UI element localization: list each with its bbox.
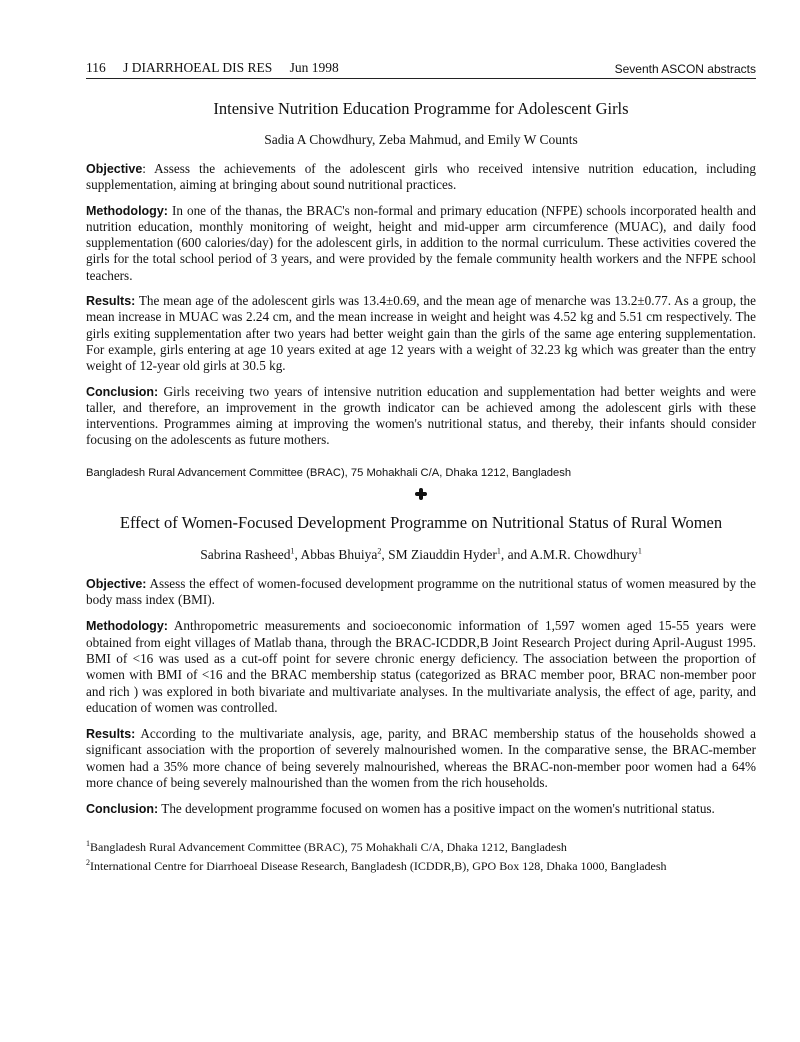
article2-title: Effect of Women-Focused Development Programme on Nutritional Status of Rural Women <box>119 512 723 532</box>
objective-label: Objective <box>86 162 143 176</box>
running-header <box>86 60 756 79</box>
journal-name: J DIARRHOEAL DIS RES <box>123 60 273 75</box>
article1-methodology <box>86 203 756 284</box>
article1-conclusion <box>86 384 756 449</box>
author-name: Sabrina Rasheed <box>200 546 291 562</box>
results-label: Results: <box>86 727 136 742</box>
footnote-mark: 1 <box>86 838 90 848</box>
footnote-1 <box>86 838 756 857</box>
journal-page <box>86 60 756 876</box>
objective-text: : Assess the achievements of the adolescent girls who received intensive nutrition education, including supplementation, aiming at bringing about sound nutritional practices. <box>86 161 756 193</box>
article2-objective <box>86 576 756 609</box>
author-name: , SM Ziauddin Hyder <box>381 546 497 562</box>
article2-authors <box>86 547 756 563</box>
author-affiliation-mark: 1 <box>290 546 295 556</box>
results-text: The mean age of the adolescent girls was 13.4±0.69, and the mean age of menarche was 13.2±0.77. As a group, the mean increase in MUAC was 2.24 cm, and the mean increase in weight and height was 4.52 kg and 5.51 cm respectively. The girls exiting supplementation after two years had better weight gain than the girls of the same age entering supplementation. For example, girls entering at age 10 years exited at age 12 years with a weight of 32.23 kg which was greater than the entry weight of 12-year old girls at 30.5 kg. <box>86 293 756 374</box>
running-header-left <box>86 60 353 76</box>
results-label: Results: <box>86 294 136 309</box>
article2-results <box>86 726 756 791</box>
article1-affiliation: Bangladesh Rural Advancement Committee (BRAC), 75 Mohakhali C/A, Dhaka 1212, Bangladesh <box>86 466 572 479</box>
issue-date: Jun 1998 <box>289 60 339 75</box>
conclusion-label: Conclusion: <box>86 384 159 399</box>
footnote-2 <box>86 857 756 876</box>
separator-ornament-icon <box>415 488 427 500</box>
results-text: According to the multivariate analysis, age, parity, and BRAC membership status of the households showed a significant association with the proportion of severely malnourished women. In the comparative sense, the BRAC-member women had a 35% more chance of being severely malnourished, whereas the BRAC-non-member poor women had a 64% more chance of being severely malnourished than the women from the rich households. <box>86 726 756 791</box>
objective-text: Assess the effect of women-focused development programme on the nutritional status of women measured by the body mass index (BMI). <box>86 575 756 608</box>
article1-results <box>86 293 756 374</box>
footnotes <box>86 838 756 876</box>
author-name: , Abbas Bhuiya <box>294 546 378 562</box>
article2-conclusion <box>86 801 756 817</box>
methodology-text: Anthropometric measurements and socioeconomic information of 1,597 women aged 15-55 years were obtained from eight villages of Matlab thana, through the BRAC-ICDDR,B Joint Research Project during April-August 1995. BMI of <16 was used as a cut-off point for severe chronic energy deficiency. The association between the proportion of women with BMI of <16 and the BRAC membership status (categorized as BRAC member poor, BRAC non-member poor and rich ) was explored in both bivariate and multivariate analyses. In the multivariate analysis, the effect of age, parity, and education of women was controlled. <box>86 618 756 715</box>
author-affiliation-mark: 1 <box>637 546 642 556</box>
conclusion-label: Conclusion: <box>86 802 159 817</box>
article2-methodology <box>86 618 756 716</box>
conclusion-text: The development programme focused on women has a positive impact on the women's nutritional status. <box>158 801 715 817</box>
methodology-label: Methodology: <box>86 203 168 218</box>
conclusion-text: Girls receiving two years of intensive nutrition education and supplementation had better weights and were taller, and therefore, an improvement in the growth indicator can be achieved among the adolescent girls with these interventions. Programmes aiming at improving the women's nutritional status, and thereby, their infants should consider focusing on the adolescents as future mothers. <box>86 383 756 448</box>
article1-title: Intensive Nutrition Education Programme for Adolescent Girls <box>213 99 629 118</box>
author-affiliation-mark: 1 <box>496 546 501 556</box>
page-number: 116 <box>86 60 106 75</box>
footnote-mark: 2 <box>86 857 90 867</box>
objective-label: Objective: <box>86 576 147 591</box>
methodology-label: Methodology: <box>86 619 168 634</box>
author-name: , and A.M.R. Chowdhury <box>500 546 638 562</box>
article-separator <box>86 487 756 505</box>
section-name: Seventh ASCON abstracts <box>614 62 756 76</box>
article1-objective <box>86 161 756 194</box>
footnote-text: Bangladesh Rural Advancement Committee (BRAC), 75 Mohakhali C/A, Dhaka 1212, Bangladesh <box>90 839 567 854</box>
article1-authors: Sadia A Chowdhury, Zeba Mahmud, and Emily W Counts <box>264 132 578 147</box>
methodology-text: In one of the thanas, the BRAC's non-formal and primary education (NFPE) schools incorporated health and nutrition education, monthly monitoring of weight, height and mid-upper arm circumference (MUAC), and daily food supplementation (600 calories/day) for the adolescent girls, in addition to the normal curriculum. These activities covered the girls for the total school period of 3 years, and were provided by the female community health workers and the NFPE school teachers. <box>86 202 756 283</box>
footnote-text: International Centre for Diarrhoeal Disease Research, Bangladesh (ICDDR,B), GPO Box 128, Dhaka 1000, Bangladesh <box>90 858 667 873</box>
author-affiliation-mark: 2 <box>377 546 382 556</box>
